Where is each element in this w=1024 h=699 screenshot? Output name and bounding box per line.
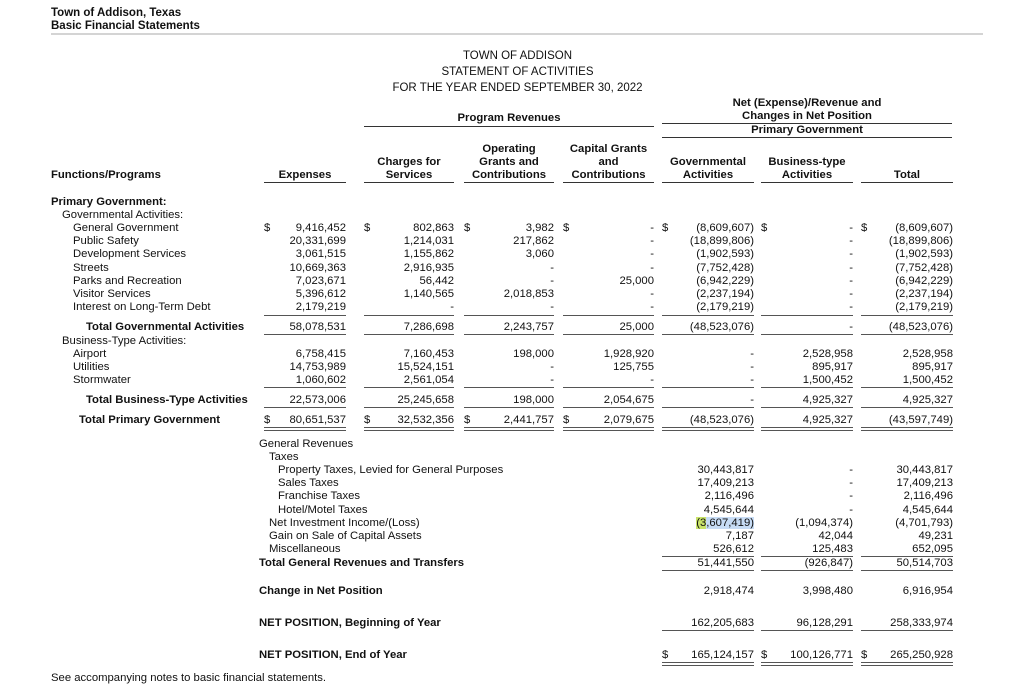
general-revenue-total-value: 652,095 xyxy=(912,543,953,555)
gov-row-total-value: (1,902,593) xyxy=(895,248,953,260)
bus-header-rule xyxy=(761,182,853,183)
gov-row-capital-value: 25,000 xyxy=(619,275,654,287)
gov-row-charges-value: 1,214,031 xyxy=(403,235,454,247)
bus-row-bus-value: 2,528,958 xyxy=(802,348,853,360)
capital-header-line3: Contributions xyxy=(571,169,646,181)
total-business-gov-value: - xyxy=(750,394,754,406)
total-primary-expenses-value: 80,651,537 xyxy=(289,414,346,426)
underline-rule xyxy=(364,334,454,335)
underline-rule xyxy=(563,407,654,408)
underline-rule xyxy=(861,570,953,571)
organization-name: Town of Addison, Texas xyxy=(51,7,182,19)
bus-row-charges-value: 2,561,054 xyxy=(403,374,454,386)
underline-rule xyxy=(264,334,346,335)
row-label: Property Taxes, Levied for General Purposes xyxy=(278,464,504,476)
general-revenue-bus-value: 125,483 xyxy=(812,543,853,555)
total-header-rule xyxy=(861,182,953,183)
total-general-revenues-label: Total General Revenues and Transfers xyxy=(259,557,465,569)
underline-rule xyxy=(464,387,554,388)
total-governmental-operating-value: 2,243,757 xyxy=(503,321,554,333)
gov-row-charges-value: 802,863 xyxy=(413,222,454,234)
bus-row-total-value: 1,500,452 xyxy=(902,374,953,386)
row-label: Gain on Sale of Capital Assets xyxy=(269,530,422,542)
bus-row-total-value: 895,917 xyxy=(912,361,953,373)
total-header: Total xyxy=(893,169,921,181)
total-governmental-charges-value: 7,286,698 xyxy=(403,321,454,333)
primary-government-label: Primary Government: xyxy=(51,196,167,208)
bus-row-operating-value: 198,000 xyxy=(513,348,554,360)
underline-rule xyxy=(662,407,754,408)
gov-row-charges-value: 1,155,862 xyxy=(403,248,454,260)
gov-row-operating-value: 3,982 xyxy=(525,222,554,234)
bus-row-gov-value: - xyxy=(750,348,754,360)
gov-row-operating-value: 217,862 xyxy=(513,235,554,247)
capital-header-line1: Capital Grants xyxy=(569,143,648,155)
total-primary-bus-value: 4,925,327 xyxy=(802,414,853,426)
double-underline-rule xyxy=(563,427,654,431)
row-label: Visitor Services xyxy=(73,288,151,300)
gov-row-bus-value: - xyxy=(849,222,853,234)
row-label: Public Safety xyxy=(73,235,139,247)
underline-rule xyxy=(861,630,953,631)
row-label: Utilities xyxy=(73,361,110,373)
gov-header-line1: Governmental xyxy=(670,156,746,168)
gov-row-expenses-value: 7,023,671 xyxy=(295,275,346,287)
operating-grants-header xyxy=(464,143,554,182)
double-underline-rule xyxy=(761,662,853,666)
total-business-bus-value: 4,925,327 xyxy=(802,394,853,406)
currency-symbol: $ xyxy=(761,222,768,234)
general-revenue-gov-value: 526,612 xyxy=(713,543,754,555)
row-label: Net Investment Income/(Loss) xyxy=(269,517,420,529)
total-general-revenues-total-value: 50,514,703 xyxy=(896,557,953,569)
currency-symbol: $ xyxy=(761,649,768,661)
bus-row-capital-value: - xyxy=(650,374,654,386)
currency-symbol: $ xyxy=(464,222,471,234)
gov-row-gov-value: (18,899,806) xyxy=(689,235,754,247)
gov-row-operating-value: 3,060 xyxy=(525,248,554,260)
double-underline-rule xyxy=(364,427,454,431)
row-label: Miscellaneous xyxy=(269,543,341,555)
total-business-operating-value: 198,000 xyxy=(513,394,554,406)
gov-row-capital-value: - xyxy=(650,222,654,234)
double-underline-rule xyxy=(464,427,554,431)
net-position-beginning-total-value: 258,333,974 xyxy=(890,617,953,629)
gov-row-total-value: (8,609,607) xyxy=(895,222,953,234)
general-revenue-bus-value: - xyxy=(849,477,853,489)
currency-symbol: $ xyxy=(464,414,471,426)
operating-header-line3: Contributions xyxy=(471,169,547,181)
row-label: General Government xyxy=(73,222,179,234)
total-governmental-expenses-value: 58,078,531 xyxy=(289,321,346,333)
row-label: Parks and Recreation xyxy=(73,275,182,287)
gov-row-capital-value: - xyxy=(650,301,654,313)
underline-rule xyxy=(761,570,853,571)
bus-header-line1: Business-type xyxy=(768,156,846,168)
underline-rule xyxy=(264,407,346,408)
general-revenue-total-value: (4,701,793) xyxy=(895,517,953,529)
double-underline-rule xyxy=(861,662,953,666)
business-type-header xyxy=(761,156,853,182)
underline-rule xyxy=(364,315,454,316)
general-revenue-total-value: 17,409,213 xyxy=(896,477,953,489)
total-primary-total-value: (43,597,749) xyxy=(888,414,953,426)
underline-rule xyxy=(861,315,953,316)
primary-government-header: Primary Government xyxy=(751,124,863,136)
gov-row-capital-value: - xyxy=(650,262,654,274)
bus-row-charges-value: 15,524,151 xyxy=(397,361,454,373)
footnote: See accompanying notes to basic financial statements. xyxy=(51,672,327,684)
governmental-activities-header xyxy=(662,156,754,182)
general-revenues-heading: General Revenues xyxy=(259,438,354,450)
underline-rule xyxy=(761,407,853,408)
bus-row-gov-value: - xyxy=(750,374,754,386)
statement-org-title: TOWN OF ADDISON xyxy=(462,50,573,62)
charges-header xyxy=(364,156,454,182)
gov-row-charges-value: 2,916,935 xyxy=(403,262,454,274)
expenses-header: Expenses xyxy=(278,169,332,181)
document-name: Basic Financial Statements xyxy=(51,20,200,32)
statement-period: FOR THE YEAR ENDED SEPTEMBER 30, 2022 xyxy=(392,82,643,94)
underline-rule xyxy=(563,334,654,335)
underline-rule xyxy=(761,387,853,388)
operating-header-line1: Operating xyxy=(482,143,536,155)
gov-row-capital-value: - xyxy=(650,288,654,300)
currency-symbol: $ xyxy=(662,649,669,661)
selection-highlight-rest: ,607,419) xyxy=(706,517,754,529)
change-in-net-position-bus-value: 3,998,480 xyxy=(802,585,853,597)
total-business-expenses-value: 22,573,006 xyxy=(289,394,346,406)
row-label: Hotel/Motel Taxes xyxy=(278,504,368,516)
row-label: Development Services xyxy=(73,248,187,260)
general-revenue-total-value: 2,116,496 xyxy=(903,490,953,502)
gov-row-operating-value: - xyxy=(550,275,554,287)
net-position-beginning-label: NET POSITION, Beginning of Year xyxy=(259,617,441,629)
currency-symbol: $ xyxy=(861,649,868,661)
bus-row-capital-value: 1,928,920 xyxy=(603,348,654,360)
underline-rule xyxy=(464,315,554,316)
expenses-header-rule xyxy=(264,182,346,183)
currency-symbol: $ xyxy=(563,414,570,426)
general-revenue-gov-value: 2,116,496 xyxy=(704,490,754,502)
general-revenue-bus-value: - xyxy=(849,464,853,476)
double-underline-rule xyxy=(264,427,346,431)
underline-rule xyxy=(264,315,346,316)
total-general-revenues-bus-value: (926,847) xyxy=(804,557,853,569)
underline-rule xyxy=(364,387,454,388)
gov-row-bus-value: - xyxy=(849,275,853,287)
underline-rule xyxy=(861,387,953,388)
total-general-revenues-gov-value: 51,441,550 xyxy=(697,557,754,569)
bus-row-capital-value: 125,755 xyxy=(613,361,654,373)
total-governmental-capital-value: 25,000 xyxy=(619,321,654,333)
general-revenue-total-value: 30,443,817 xyxy=(896,464,953,476)
underline-rule xyxy=(761,630,853,631)
general-revenue-total-value: 4,545,644 xyxy=(902,504,953,516)
total-business-capital-value: 2,054,675 xyxy=(603,394,654,406)
total-governmental-label: Total Governmental Activities xyxy=(86,321,245,333)
operating-header-rule xyxy=(464,182,554,183)
underline-rule xyxy=(662,387,754,388)
gov-row-expenses-value: 3,061,515 xyxy=(295,248,346,260)
currency-symbol: $ xyxy=(861,222,868,234)
row-label: Airport xyxy=(73,348,107,360)
underline-rule xyxy=(861,407,953,408)
gov-row-expenses-value: 5,396,612 xyxy=(295,288,346,300)
gov-row-charges-value: 1,140,565 xyxy=(403,288,454,300)
bus-row-expenses-value: 1,060,602 xyxy=(295,374,346,386)
underline-rule xyxy=(563,387,654,388)
gov-row-gov-value: (2,179,219) xyxy=(696,301,754,313)
total-business-label: Total Business-Type Activities xyxy=(86,394,248,406)
gov-row-capital-value: - xyxy=(650,235,654,247)
gov-row-gov-value: (2,237,194) xyxy=(696,288,754,300)
underline-rule xyxy=(264,387,346,388)
gov-row-operating-value: 2,018,853 xyxy=(503,288,554,300)
change-in-net-position-total-value: 6,916,954 xyxy=(902,585,953,597)
gov-row-expenses-value: 9,416,452 xyxy=(295,222,346,234)
double-underline-rule xyxy=(662,662,754,666)
gov-row-bus-value: - xyxy=(849,301,853,313)
net-position-end-gov-value: 165,124,157 xyxy=(691,649,754,661)
gov-row-gov-value: (1,902,593) xyxy=(696,248,754,260)
general-revenue-total-value: 49,231 xyxy=(918,530,953,542)
total-governmental-bus-value: - xyxy=(849,321,853,333)
gov-row-total-value: (2,179,219) xyxy=(895,301,953,313)
bus-row-bus-value: 895,917 xyxy=(812,361,853,373)
net-position-end-bus-value: 100,126,771 xyxy=(790,649,853,661)
gov-row-total-value: (18,899,806) xyxy=(888,235,953,247)
total-primary-charges-value: 32,532,356 xyxy=(397,414,454,426)
gov-row-total-value: (2,237,194) xyxy=(895,288,953,300)
gov-row-operating-value: - xyxy=(550,262,554,274)
currency-symbol: $ xyxy=(264,222,271,234)
gov-row-total-value: (6,942,229) xyxy=(895,275,953,287)
bus-row-operating-value: - xyxy=(550,361,554,373)
functions-programs-header: Functions/Programs xyxy=(51,169,161,181)
net-position-end-total-value: 265,250,928 xyxy=(890,649,953,661)
total-primary-operating-value: 2,441,757 xyxy=(503,414,554,426)
bus-row-operating-value: - xyxy=(550,374,554,386)
bus-row-charges-value: 7,160,453 xyxy=(403,348,454,360)
row-label: Stormwater xyxy=(73,374,131,386)
underline-rule xyxy=(861,334,953,335)
gov-row-capital-value: - xyxy=(650,248,654,260)
total-primary-capital-value: 2,079,675 xyxy=(603,414,654,426)
gov-row-gov-value: (7,752,428) xyxy=(696,262,754,274)
underline-rule xyxy=(662,570,754,571)
underline-rule xyxy=(761,334,853,335)
gov-row-expenses-value: 20,331,699 xyxy=(289,235,346,247)
currency-symbol: $ xyxy=(264,414,271,426)
capital-header-rule xyxy=(563,182,654,183)
underline-rule xyxy=(662,315,754,316)
gov-row-operating-value: - xyxy=(550,301,554,313)
program-revenues-header: Program Revenues xyxy=(457,112,561,124)
charges-header-line2: Services xyxy=(385,169,433,181)
gov-row-charges-value: - xyxy=(450,301,454,313)
double-underline-rule xyxy=(761,427,853,431)
row-label: Interest on Long-Term Debt xyxy=(73,301,211,313)
currency-symbol: $ xyxy=(662,222,669,234)
capital-header-line2: and xyxy=(598,156,619,168)
charges-header-line1: Charges for xyxy=(377,156,441,168)
gov-row-charges-value: 56,442 xyxy=(419,275,454,287)
gov-row-gov-value: (8,609,607) xyxy=(696,222,754,234)
charges-header-rule xyxy=(364,182,454,183)
operating-header-line2: Grants and xyxy=(479,156,539,168)
header-divider xyxy=(51,33,983,35)
gov-row-gov-value: (6,942,229) xyxy=(696,275,754,287)
program-revenues-rule xyxy=(364,126,654,127)
underline-rule xyxy=(662,630,754,631)
gov-header-rule xyxy=(662,182,754,183)
governmental-activities-label: Governmental Activities: xyxy=(62,209,184,221)
bus-row-expenses-value: 14,753,989 xyxy=(289,361,346,373)
net-position-beginning-bus-value: 96,128,291 xyxy=(796,617,853,629)
double-underline-rule xyxy=(662,427,754,431)
row-label: Streets xyxy=(73,262,109,274)
gov-row-expenses-value: 2,179,219 xyxy=(295,301,346,313)
gov-row-bus-value: - xyxy=(849,262,853,274)
net-expense-header-1: Net (Expense)/Revenue and xyxy=(732,97,882,109)
business-type-activities-label: Business-Type Activities: xyxy=(62,335,187,347)
gov-header-line2: Activities xyxy=(682,169,734,181)
row-label: Franchise Taxes xyxy=(278,490,361,502)
bus-header-line2: Activities xyxy=(781,169,833,181)
gov-row-bus-value: - xyxy=(849,248,853,260)
net-position-end-label: NET POSITION, End of Year xyxy=(259,649,407,661)
currency-symbol: $ xyxy=(364,414,371,426)
underline-rule xyxy=(464,407,554,408)
currency-symbol: $ xyxy=(364,222,371,234)
bus-row-bus-value: 1,500,452 xyxy=(802,374,853,386)
general-revenue-bus-value: - xyxy=(849,490,853,502)
net-investment-income-gov-value[interactable] xyxy=(662,517,754,530)
general-revenue-gov-value: 30,443,817 xyxy=(697,464,754,476)
total-business-total-value: 4,925,327 xyxy=(902,394,953,406)
total-primary-gov-value: (48,523,076) xyxy=(689,414,754,426)
general-revenue-bus-value: 42,044 xyxy=(818,530,853,542)
row-label: Sales Taxes xyxy=(278,477,339,489)
general-revenue-gov-value: 7,187 xyxy=(725,530,754,542)
bus-row-gov-value: - xyxy=(750,361,754,373)
general-revenue-bus-value: - xyxy=(849,504,853,516)
gov-row-total-value: (7,752,428) xyxy=(895,262,953,274)
bus-row-expenses-value: 6,758,415 xyxy=(295,348,346,360)
general-revenue-bus-value: (1,094,374) xyxy=(795,517,853,529)
underline-rule xyxy=(761,315,853,316)
net-expense-header-2: Changes in Net Position xyxy=(742,110,872,122)
capital-grants-header xyxy=(563,143,654,182)
taxes-heading: Taxes xyxy=(269,451,299,463)
primary-government-rule xyxy=(662,137,952,138)
underline-rule xyxy=(563,315,654,316)
total-governmental-total-value: (48,523,076) xyxy=(888,321,953,333)
total-governmental-gov-value: (48,523,076) xyxy=(689,321,754,333)
change-in-net-position-label: Change in Net Position xyxy=(259,585,383,597)
double-underline-rule xyxy=(861,427,953,431)
currency-symbol: $ xyxy=(563,222,570,234)
gov-row-bus-value: - xyxy=(849,288,853,300)
change-in-net-position-gov-value: 2,918,474 xyxy=(703,585,754,597)
statement-title: STATEMENT OF ACTIVITIES xyxy=(441,66,594,78)
gov-row-expenses-value: 10,669,363 xyxy=(289,262,346,274)
underline-rule xyxy=(662,334,754,335)
total-business-charges-value: 25,245,658 xyxy=(397,394,454,406)
gov-row-bus-value: - xyxy=(849,235,853,247)
general-revenue-gov-value: 4,545,644 xyxy=(703,504,754,516)
underline-rule xyxy=(364,407,454,408)
general-revenue-gov-value: 17,409,213 xyxy=(697,477,754,489)
selection-highlight-start: (3 xyxy=(696,517,707,529)
total-primary-label: Total Primary Government xyxy=(79,414,221,426)
underline-rule xyxy=(464,334,554,335)
net-position-beginning-gov-value: 162,205,683 xyxy=(691,617,754,629)
bus-row-total-value: 2,528,958 xyxy=(902,348,953,360)
